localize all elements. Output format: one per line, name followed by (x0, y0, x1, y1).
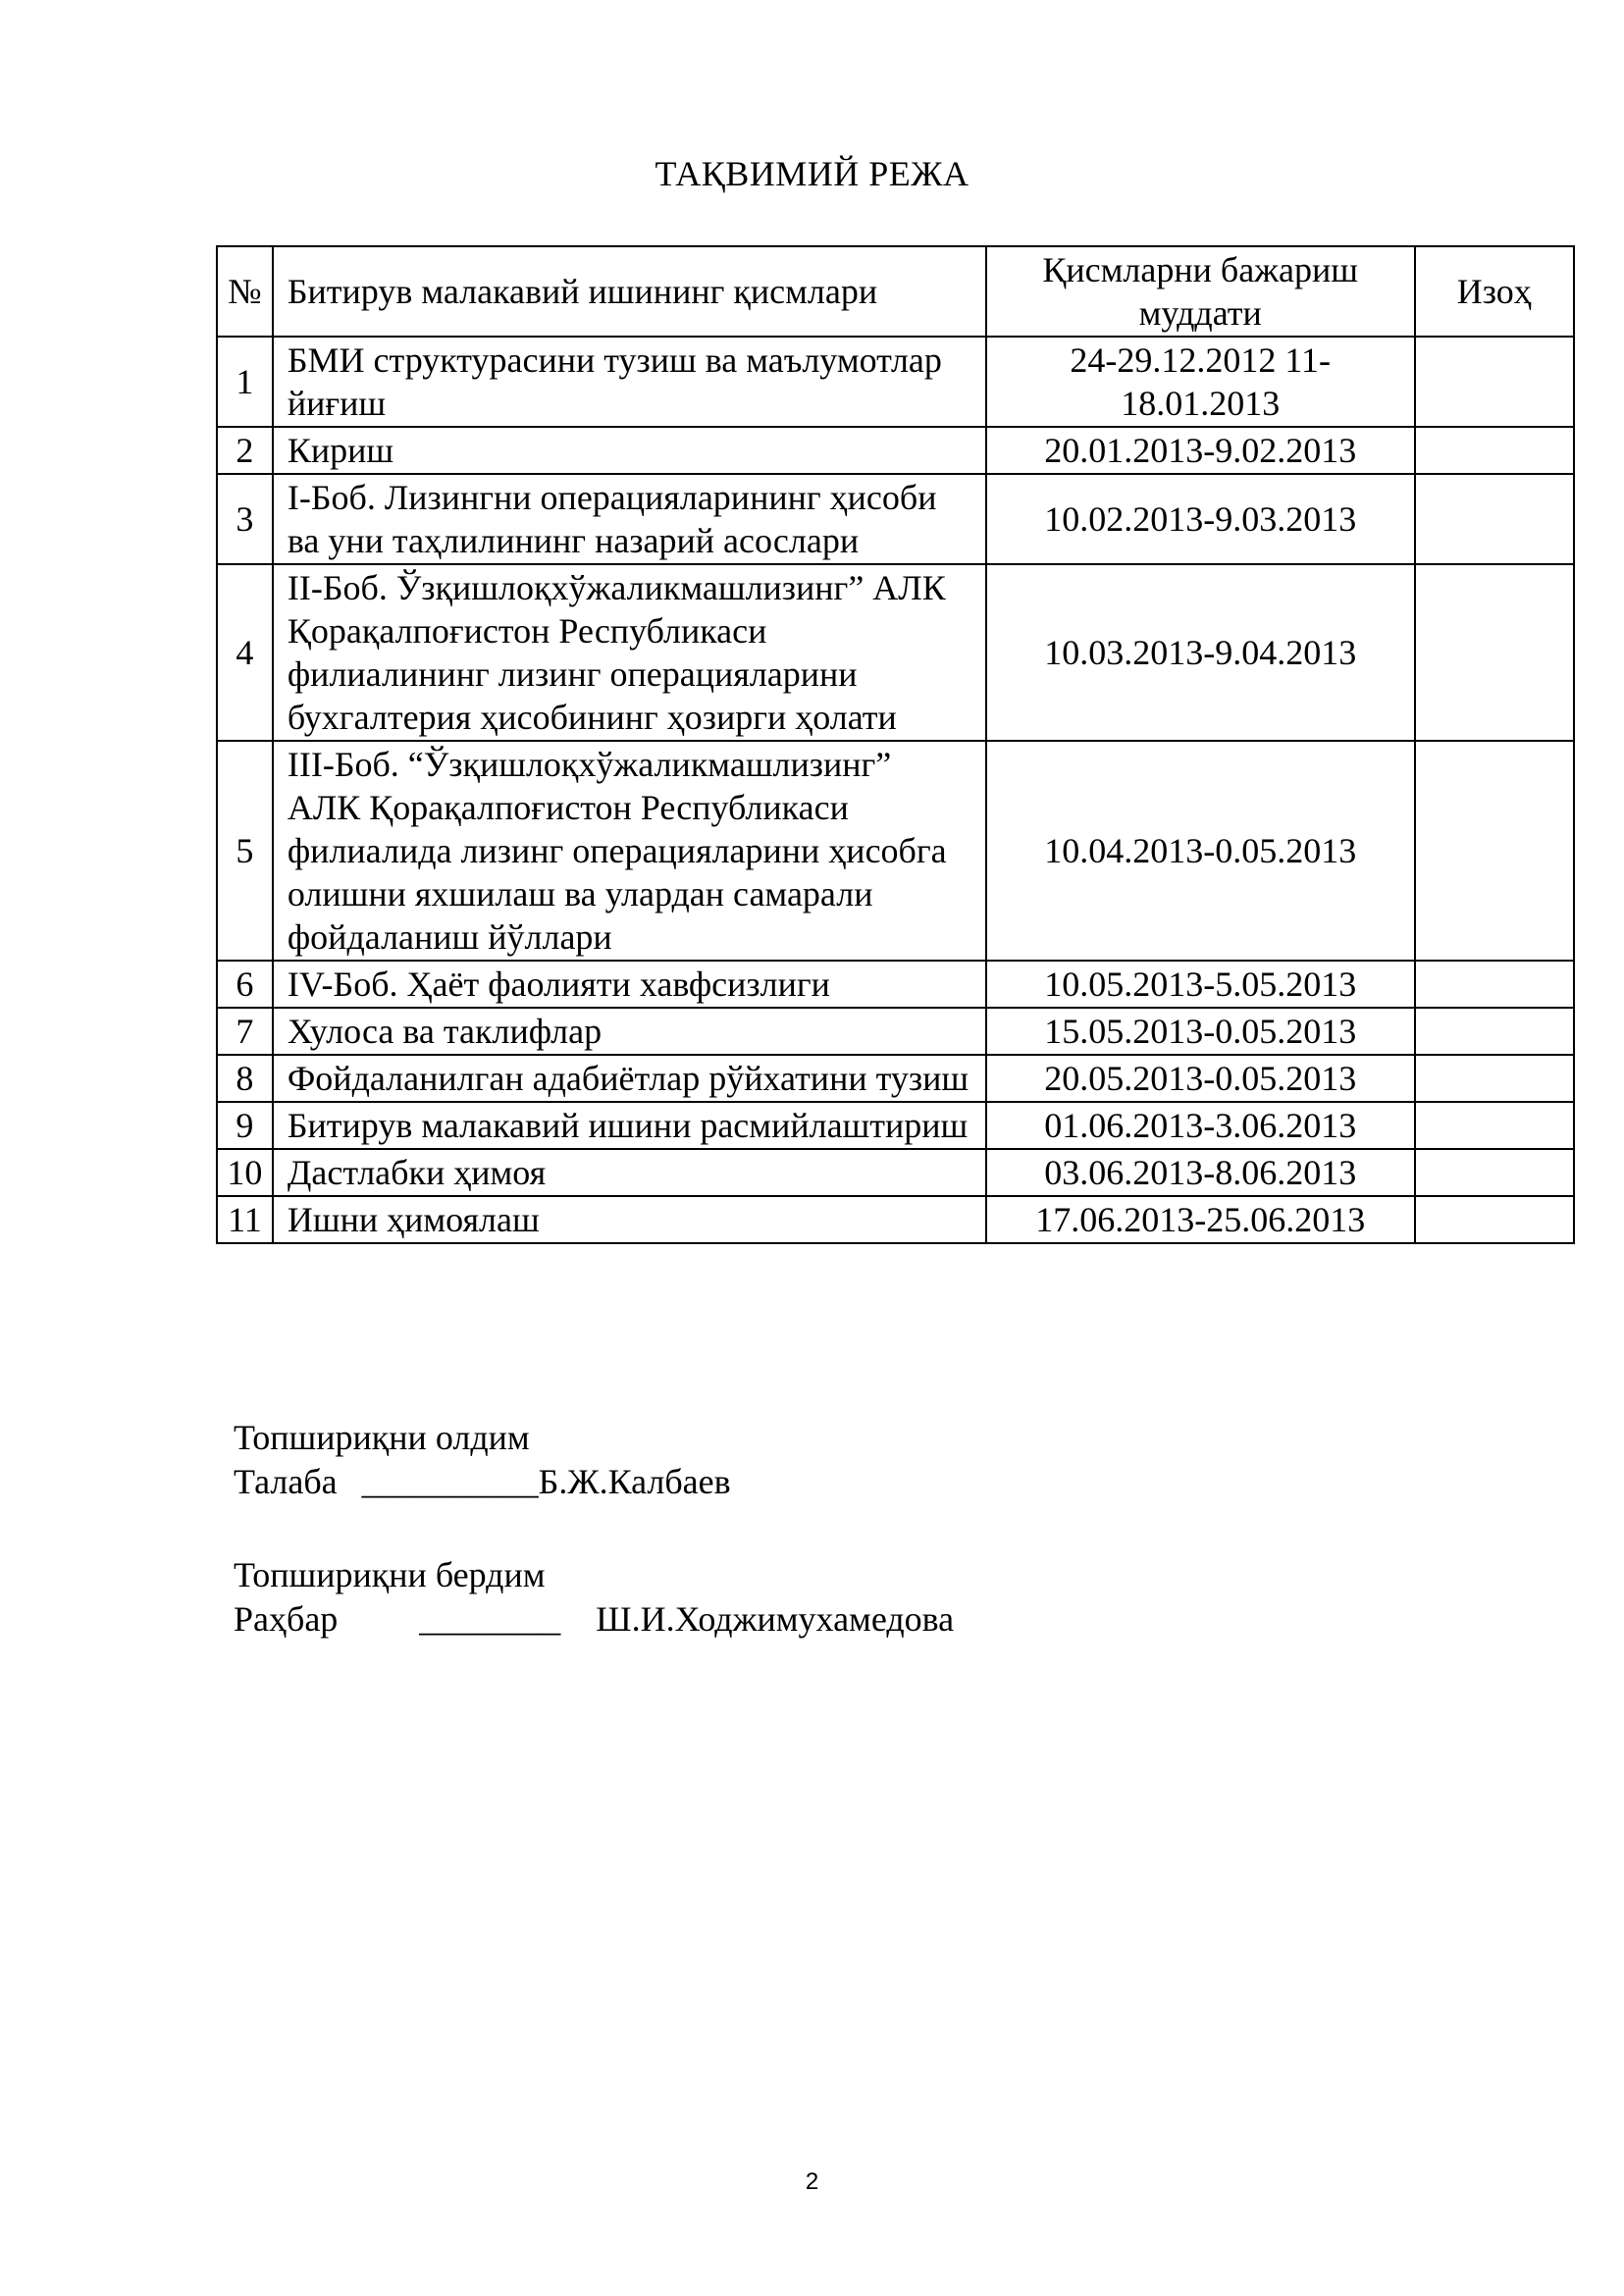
row-note (1415, 427, 1574, 474)
row-note (1415, 564, 1574, 741)
row-num: 6 (217, 961, 273, 1008)
row-num: 2 (217, 427, 273, 474)
row-dates: 20.05.2013-0.05.2013 (986, 1055, 1415, 1102)
row-dates: 03.06.2013-8.06.2013 (986, 1149, 1415, 1196)
header-dates: Қисмларни бажариш муддати (986, 246, 1415, 337)
row-part: II-Боб. Ўзқишлоқхўжаликмашлизинг” АЛК Қорақалпоғистон Республикаси филиалининг лизинг операцияларини бухгалтерия ҳисобининг ҳозирги ҳолати (273, 564, 986, 741)
row-note (1415, 741, 1574, 961)
table-row (217, 1196, 1574, 1243)
row-note (1415, 337, 1574, 427)
row-part: Битирув малакавий ишини расмийлаштириш (273, 1102, 986, 1149)
table-row (217, 564, 1574, 741)
received-caption: Топшириқни олдим (234, 1418, 530, 1457)
given-blank: ________ (419, 1599, 561, 1639)
received-blank: __________ (361, 1462, 539, 1501)
given-role: Раҳбар (234, 1599, 339, 1639)
row-num: 3 (217, 474, 273, 564)
row-note (1415, 1102, 1574, 1149)
row-note (1415, 1149, 1574, 1196)
row-part: I-Боб. Лизингни операцияларининг ҳисоби ва уни таҳлилининг назарий асослари (273, 474, 986, 564)
row-part: Кириш (273, 427, 986, 474)
table-body (217, 337, 1574, 1243)
table-row (217, 1149, 1574, 1196)
row-num: 5 (217, 741, 273, 961)
table-row (217, 474, 1574, 564)
header-num: № (217, 246, 273, 337)
table-row (217, 337, 1574, 427)
table-row (217, 1055, 1574, 1102)
row-num: 11 (217, 1196, 273, 1243)
row-num: 8 (217, 1055, 273, 1102)
received-role: Талаба (234, 1462, 338, 1501)
row-part: Хулоса ва таклифлар (273, 1008, 986, 1055)
row-part: IV-Боб. Ҳаёт фаолияти хавфсизлиги (273, 961, 986, 1008)
row-dates: 15.05.2013-0.05.2013 (986, 1008, 1415, 1055)
given-block (234, 1553, 954, 1642)
row-dates: 10.04.2013-0.05.2013 (986, 741, 1415, 961)
row-dates: 10.05.2013-5.05.2013 (986, 961, 1415, 1008)
header-part: Битирув малакавий ишининг қисмлари (273, 246, 986, 337)
row-note (1415, 474, 1574, 564)
header-note: Изоҳ (1415, 246, 1574, 337)
table-row (217, 961, 1574, 1008)
page-number: 2 (805, 2168, 819, 2195)
received-block (234, 1416, 731, 1504)
row-note (1415, 1055, 1574, 1102)
row-dates: 10.02.2013-9.03.2013 (986, 474, 1415, 564)
given-signature-line (234, 1597, 954, 1642)
table-row (217, 1008, 1574, 1055)
page-title: ТАҚВИМИЙ РЕЖА (655, 154, 969, 193)
row-part: Ишни ҳимоялаш (273, 1196, 986, 1243)
row-part: Фойдаланилган адабиётлар рўйхатини тузиш (273, 1055, 986, 1102)
row-dates: 10.03.2013-9.04.2013 (986, 564, 1415, 741)
row-note (1415, 961, 1574, 1008)
row-dates: 20.01.2013-9.02.2013 (986, 427, 1415, 474)
row-part: III-Боб. “Ўзқишлоқхўжаликмашлизинг” АЛК Қорақалпоғистон Республикаси филиалида лизинг операцияларини ҳисобга олишни яхшилаш ва улардан самарали фойдаланиш йўллари (273, 741, 986, 961)
row-part: Дастлабки ҳимоя (273, 1149, 986, 1196)
table-row (217, 741, 1574, 961)
received-name: Б.Ж.Калбаев (538, 1462, 731, 1501)
row-num: 9 (217, 1102, 273, 1149)
row-num: 7 (217, 1008, 273, 1055)
row-num: 10 (217, 1149, 273, 1196)
row-num: 4 (217, 564, 273, 741)
table-header-row (217, 246, 1574, 337)
given-name: Ш.И.Ходжимухамедова (596, 1599, 955, 1639)
row-note (1415, 1196, 1574, 1243)
row-part: БМИ структурасини тузиш ва маълумотлар йиғиш (273, 337, 986, 427)
schedule-table (216, 245, 1575, 1244)
received-signature-line (234, 1460, 731, 1504)
row-dates: 17.06.2013-25.06.2013 (986, 1196, 1415, 1243)
given-caption: Топшириқни бердим (234, 1555, 546, 1594)
row-dates: 24-29.12.2012 11-18.01.2013 (986, 337, 1415, 427)
row-num: 1 (217, 337, 273, 427)
row-dates: 01.06.2013-3.06.2013 (986, 1102, 1415, 1149)
row-note (1415, 1008, 1574, 1055)
table-row (217, 1102, 1574, 1149)
table-row (217, 427, 1574, 474)
